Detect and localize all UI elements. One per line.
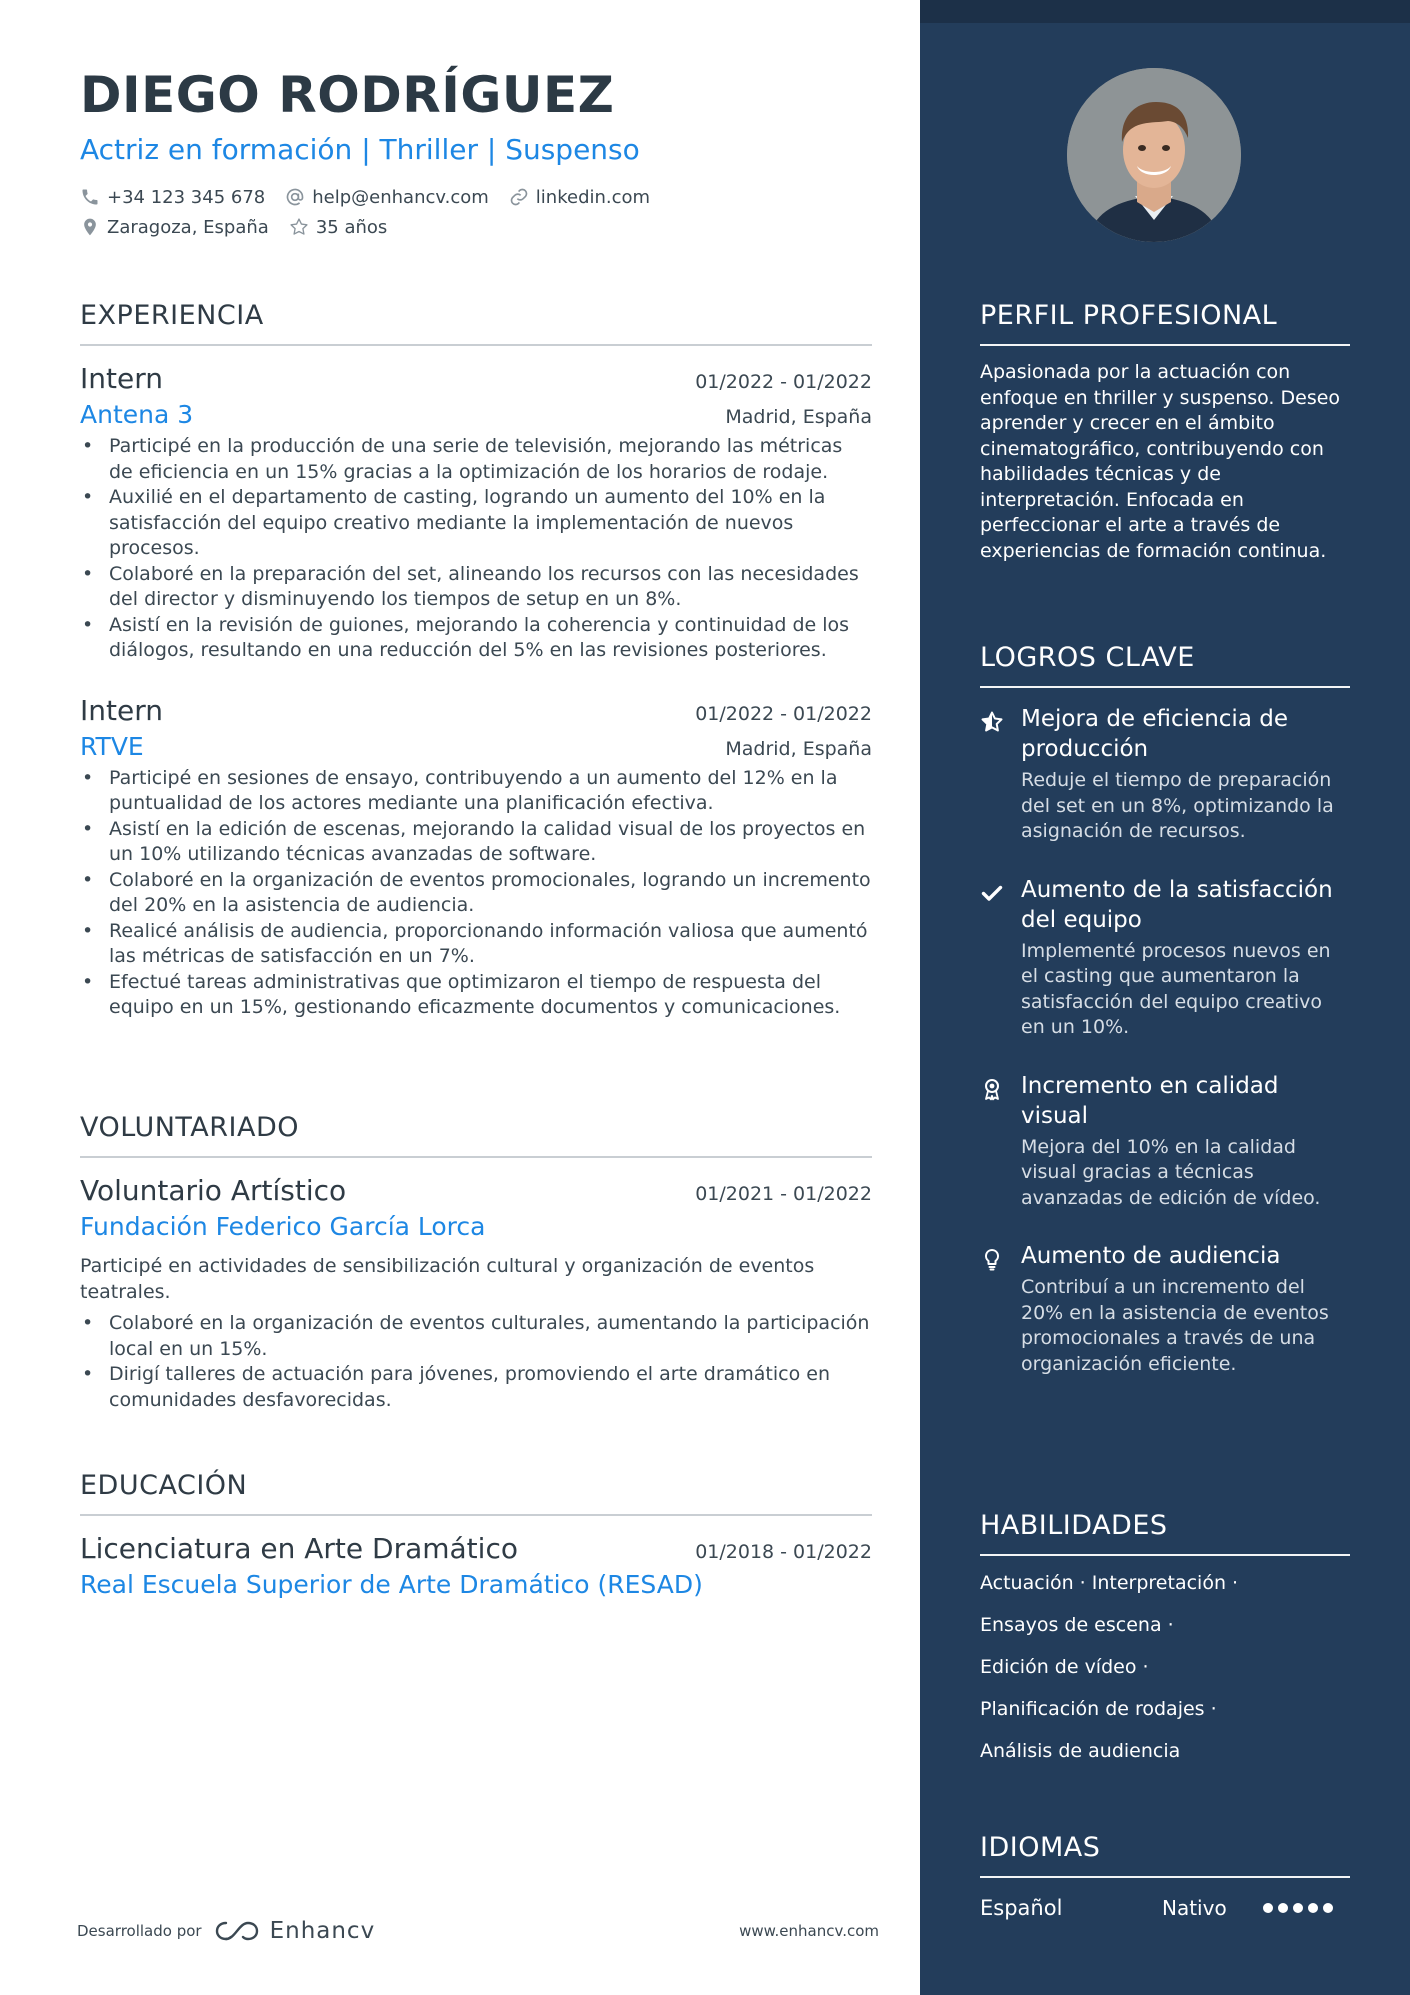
skill-line: Ensayos de escena · bbox=[980, 1614, 1174, 1636]
job-achievements bbox=[80, 766, 872, 1021]
education-section bbox=[80, 1468, 872, 1602]
achievement-title: Aumento de la satisfacción del equipo bbox=[1021, 876, 1333, 933]
achievement-item bbox=[980, 1071, 1350, 1212]
volunteer-role: Voluntario Artístico bbox=[80, 1174, 347, 1207]
list-item: • Participé en la producción de una serie de televisión, mejorando las métricas de eficiencia en un 15% gracias a la optimización de los horarios de rodaje. bbox=[80, 434, 872, 485]
achievement-item bbox=[980, 875, 1350, 1041]
job-location: Madrid, España bbox=[725, 406, 872, 428]
education-entry bbox=[80, 1530, 872, 1602]
enhancv-logo[interactable] bbox=[214, 1918, 376, 1944]
location-pin-icon bbox=[80, 217, 100, 237]
linkedin-contact[interactable] bbox=[509, 187, 650, 208]
achievement-item bbox=[980, 1241, 1350, 1377]
link-icon bbox=[509, 187, 529, 207]
school-name: Real Escuela Superior de Arte Dramático (RESAD) bbox=[80, 1570, 703, 1599]
list-item: • Asistí en la edición de escenas, mejorando la calidad visual de los proyectos en un 10% utilizando técnicas avanzadas de software. bbox=[80, 817, 872, 868]
achievement-description: Mejora del 10% en la calidad visual gracias a técnicas avanzadas de edición de vídeo. bbox=[1021, 1135, 1321, 1209]
footer bbox=[77, 1911, 879, 1951]
list-item: • Colaboré en la preparación del set, alineando los recursos con las necesidades del director y disminuyendo los tiempos de setup en un 8%. bbox=[80, 562, 872, 613]
section-divider bbox=[80, 1514, 872, 1516]
language-name: Español bbox=[980, 1896, 1063, 1920]
skill-line: Actuación · Interpretación · bbox=[980, 1572, 1239, 1594]
rating-dot bbox=[1308, 1903, 1318, 1913]
section-title: LOGROS CLAVE bbox=[980, 642, 1195, 673]
achievement-item bbox=[980, 704, 1350, 845]
candidate-name: DIEGO RODRÍGUEZ bbox=[80, 66, 615, 124]
list-item: • Dirigí talleres de actuación para jóvenes, promoviendo el arte dramático en comunidades desfavorecidas. bbox=[80, 1362, 872, 1413]
section-title: PERFIL PROFESIONAL bbox=[980, 300, 1278, 331]
location-contact bbox=[80, 217, 269, 238]
section-divider bbox=[980, 1554, 1350, 1556]
languages-section bbox=[980, 1830, 1350, 1924]
list-item: • Colaboré en la organización de eventos culturales, aumentando la participación local en un 15%. bbox=[80, 1311, 872, 1362]
phone-contact bbox=[80, 187, 265, 208]
volunteering-entry bbox=[80, 1172, 872, 1413]
section-divider bbox=[980, 686, 1350, 688]
star-outline-icon bbox=[289, 217, 309, 237]
education-dates: 01/2018 - 01/2022 bbox=[695, 1541, 872, 1563]
volunteer-organization: Fundación Federico García Lorca bbox=[80, 1212, 486, 1241]
profile-summary: Apasionada por la actuación con enfoque en thriller y suspenso. Deseo aprender y crecer en el ámbito cinematográfico, contribuyendo con habilidades técnicas y de interpretación. Enfocada en perfeccionar el arte a través de experiencias de formación continua. bbox=[980, 361, 1341, 562]
experience-entry bbox=[80, 692, 872, 1021]
skill-line: Edición de vídeo · bbox=[980, 1656, 1149, 1678]
job-dates: 01/2022 - 01/2022 bbox=[695, 371, 872, 393]
section-title: IDIOMAS bbox=[980, 1832, 1101, 1863]
profile-section bbox=[980, 298, 1350, 564]
company-name: Antena 3 bbox=[80, 400, 194, 429]
language-item bbox=[980, 1892, 1350, 1924]
section-title: EDUCACIÓN bbox=[80, 1470, 248, 1501]
phone-icon bbox=[80, 187, 100, 207]
sidebar-top-bar bbox=[920, 0, 1410, 23]
list-item: • Realicé análisis de audiencia, proporcionando información valiosa que aumentó las métricas de satisfacción en un 7%. bbox=[80, 919, 872, 970]
contact-info bbox=[80, 182, 872, 242]
avatar bbox=[1067, 68, 1241, 242]
volunteer-description: Participé en actividades de sensibilización cultural y organización de eventos teatrales. bbox=[80, 1255, 815, 1303]
linkedin-url[interactable]: linkedin.com bbox=[535, 186, 651, 208]
section-divider bbox=[980, 1876, 1350, 1878]
at-icon bbox=[285, 187, 305, 207]
rating-dot bbox=[1293, 1903, 1303, 1913]
section-title: VOLUNTARIADO bbox=[80, 1112, 300, 1143]
skills-section bbox=[980, 1508, 1350, 1772]
section-divider bbox=[80, 344, 872, 346]
email-contact[interactable] bbox=[285, 187, 489, 208]
sidebar bbox=[920, 0, 1410, 1995]
experience-entry bbox=[80, 360, 872, 664]
company-name: RTVE bbox=[80, 731, 144, 761]
job-achievements bbox=[80, 434, 872, 664]
check-icon bbox=[980, 881, 1004, 905]
email-address[interactable]: help@enhancv.com bbox=[312, 186, 489, 208]
rating-dot bbox=[1263, 1903, 1273, 1913]
achievements-section bbox=[980, 640, 1350, 1377]
list-item: • Asistí en la revisión de guiones, mejorando la coherencia y continuidad de los diálogos, resultando en una reducción del 5% en las revisiones posteriores. bbox=[80, 613, 872, 664]
section-title: HABILIDADES bbox=[980, 1510, 1168, 1541]
section-divider bbox=[980, 344, 1350, 346]
age-text: 35 años bbox=[315, 216, 388, 238]
volunteer-dates: 01/2021 - 01/2022 bbox=[695, 1183, 872, 1205]
rating-dot bbox=[1278, 1903, 1288, 1913]
achievement-title: Incremento en calidad visual bbox=[1021, 1072, 1279, 1129]
star-icon bbox=[980, 710, 1004, 734]
achievement-description: Implementé procesos nuevos en el casting que aumentaron la satisfacción del equipo creativo en un 10%. bbox=[1021, 939, 1331, 1038]
phone-number: +34 123 345 678 bbox=[107, 186, 266, 208]
section-title: EXPERIENCIA bbox=[80, 300, 264, 331]
rating-dot bbox=[1323, 1903, 1333, 1913]
list-item: • Efectué tareas administrativas que optimizaron el tiempo de respuesta del equipo en un 15%, gestionando eficazmente documentos y comunicaciones. bbox=[80, 970, 872, 1021]
list-item: • Participé en sesiones de ensayo, contribuyendo a un aumento del 12% en la puntualidad de los actores mediante una planificación efectiva. bbox=[80, 766, 872, 817]
section-divider bbox=[80, 1156, 872, 1158]
experience-section bbox=[80, 298, 872, 1021]
candidate-headline: Actriz en formación | Thriller | Suspenso bbox=[80, 133, 640, 166]
skill-line: Planificación de rodajes · bbox=[980, 1698, 1217, 1720]
developed-by-label: Desarrollado por bbox=[77, 1922, 202, 1940]
location-text: Zaragoza, España bbox=[107, 216, 269, 238]
degree-title: Licenciatura en Arte Dramático bbox=[80, 1532, 518, 1565]
website-link[interactable]: www.enhancv.com bbox=[739, 1922, 879, 1940]
skill-line: Análisis de audiencia bbox=[980, 1740, 1181, 1762]
award-icon bbox=[980, 1077, 1004, 1101]
lightbulb-icon bbox=[980, 1247, 1004, 1271]
achievement-title: Aumento de audiencia bbox=[1021, 1243, 1281, 1269]
job-title: Intern bbox=[80, 362, 163, 395]
job-title: Intern bbox=[80, 693, 163, 727]
job-dates: 01/2022 - 01/2022 bbox=[695, 702, 872, 725]
resume-header bbox=[80, 62, 872, 242]
profile-photo bbox=[1067, 68, 1241, 242]
list-item: • Auxilié en el departamento de casting, logrando un aumento del 10% en la satisfacción del equipo creativo mediante la implementación de nuevos procesos. bbox=[80, 485, 872, 562]
language-level: Nativo bbox=[1162, 1896, 1227, 1920]
brand-name: Enhancv bbox=[269, 1918, 376, 1944]
infinity-logo-icon bbox=[214, 1919, 260, 1943]
age-info bbox=[289, 217, 387, 238]
achievement-description: Reduje el tiempo de preparación del set en un 8%, optimizando la asignación de recursos. bbox=[1021, 769, 1334, 842]
language-rating bbox=[1258, 1903, 1333, 1913]
skills-list bbox=[980, 1562, 1350, 1772]
achievement-description: Contribuí a un incremento del 20% en la asistencia de eventos promocionales a través de una organización eficiente. bbox=[1021, 1276, 1329, 1375]
achievement-title: Mejora de eficiencia de producción bbox=[1021, 706, 1288, 762]
volunteering-section bbox=[80, 1110, 872, 1413]
list-item: • Colaboré en la organización de eventos promocionales, logrando un incremento del 20% en la asistencia de audiencia. bbox=[80, 868, 872, 919]
volunteer-achievements bbox=[80, 1311, 872, 1413]
job-location: Madrid, España bbox=[725, 737, 872, 760]
